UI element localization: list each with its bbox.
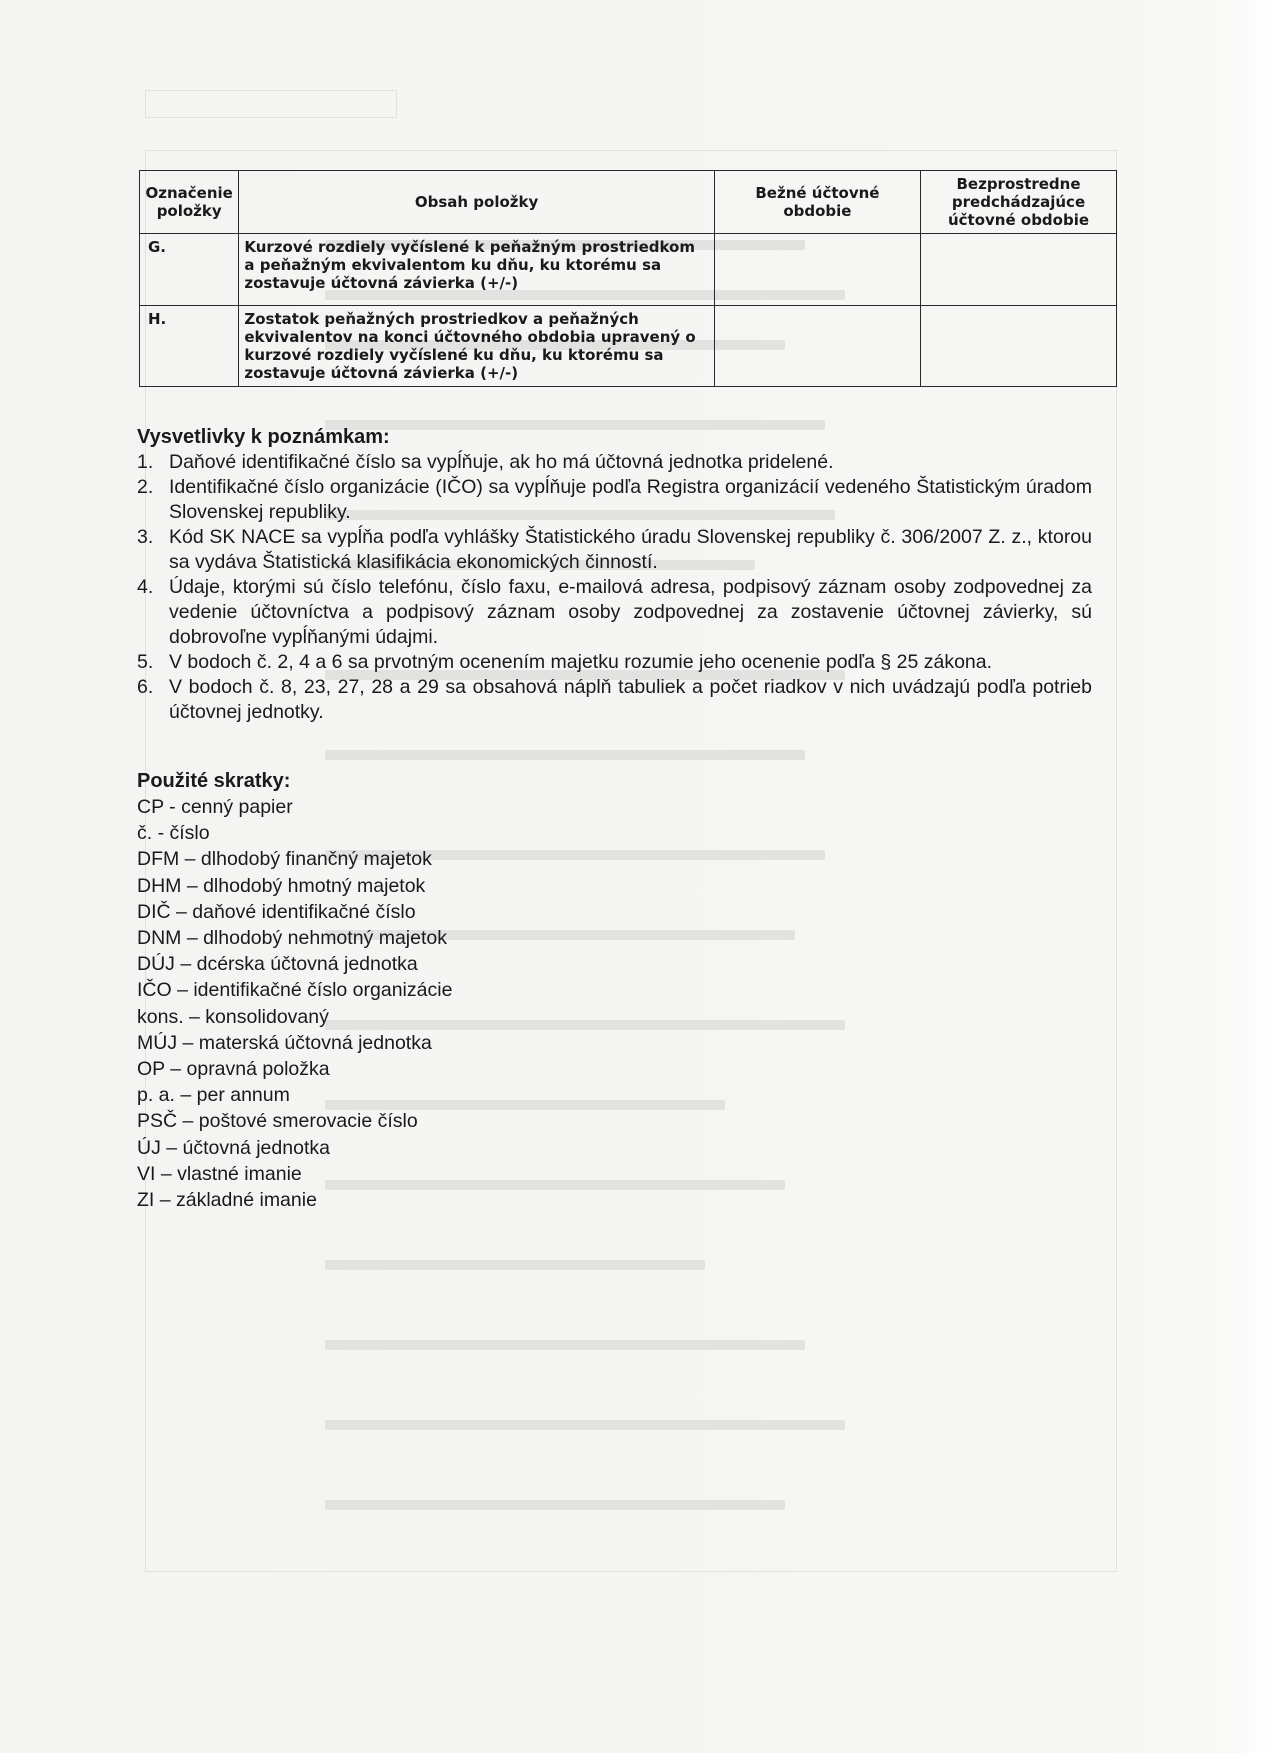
row-current-value	[714, 234, 920, 306]
note-number: 6.	[137, 676, 154, 698]
header-current-period: Bežné účtovné obdobie	[714, 171, 920, 234]
list-item	[137, 675, 1092, 725]
list-item	[137, 650, 1092, 675]
list-item: DIČ – daňové identifikačné číslo	[137, 900, 416, 923]
page-edge-shading	[1235, 0, 1275, 1753]
note-text: Údaje, ktorými sú číslo telefónu, číslo faxu, e-mailová adresa, podpisový záznam osoby zodpovednej za vedenie účtovníctva a podpisový záznam osoby zodpovednej za zostavenie účtovnej závierky, sú dobrovoľne vypĺňanými údajmi.	[169, 576, 1092, 648]
list-item: IČO – identifikačné číslo organizácie	[137, 979, 453, 1002]
notes-section	[137, 425, 1092, 725]
note-text: Daňové identifikačné číslo sa vypĺňuje, ak ho má účtovná jednotka pridelené.	[169, 451, 834, 473]
table-header-row	[140, 171, 1117, 234]
list-item: DFM – dlhodobý finančný majetok	[137, 848, 432, 871]
abbreviations-section	[137, 768, 637, 1213]
notes-list	[137, 450, 1092, 725]
list-item: p. a. – per annum	[137, 1084, 290, 1107]
list-item: VI – vlastné imanie	[137, 1162, 302, 1185]
row-description: Zostatok peňažných prostriedkov a peňažných ekvivalentov na konci účtovného obdobia upravený o kurzové rozdiely vyčíslené ku dňu, ku ktorému sa zostavuje účtovná závierka (+/-)	[239, 306, 714, 387]
note-number: 5.	[137, 651, 154, 673]
row-previous-value	[921, 306, 1117, 387]
abbreviations-list	[137, 794, 637, 1213]
list-item	[137, 525, 1092, 575]
table-row	[140, 234, 1117, 306]
list-item	[137, 475, 1092, 525]
note-text: V bodoch č. 2, 4 a 6 sa prvotným ocenením majetku rozumie jeho ocenenie podľa § 25 zákona.	[169, 651, 993, 673]
list-item: OP – opravná položka	[137, 1058, 330, 1081]
row-description: Kurzové rozdiely vyčíslené k peňažným prostriedkom a peňažným ekvivalentom ku dňu, ku ktorému sa zostavuje účtovná závierka (+/-)	[239, 234, 714, 306]
list-item: DNM – dlhodobý nehmotný majetok	[137, 927, 447, 950]
row-code: H.	[140, 306, 239, 387]
cash-flow-items-table	[139, 170, 1117, 387]
list-item: kons. – konsolidovaný	[137, 1005, 329, 1028]
row-current-value	[714, 306, 920, 387]
list-item: CP - cenný papier	[137, 796, 293, 818]
note-number: 4.	[137, 576, 154, 598]
note-text: Kód SK NACE sa vypĺňa podľa vyhlášky Štatistického úradu Slovenskej republiky č. 306/2007 Z. z., ktorou sa vydáva Štatistická klasifikácia ekonomických činností.	[169, 526, 1092, 573]
list-item: MÚJ – materská účtovná jednotka	[137, 1031, 432, 1054]
row-previous-value	[921, 234, 1117, 306]
list-item	[137, 450, 1092, 475]
list-item: DÚJ – dcérska účtovná jednotka	[137, 953, 418, 976]
abbreviations-title: Použité skratky:	[137, 770, 291, 792]
header-item-code: Označenie položky	[140, 171, 239, 234]
header-item-content: Obsah položky	[239, 171, 714, 234]
list-item: ZI – základné imanie	[137, 1189, 317, 1212]
list-item: PSČ – poštové smerovacie číslo	[137, 1110, 418, 1133]
list-item: č. - číslo	[137, 822, 210, 845]
list-item: ÚJ – účtovná jednotka	[137, 1136, 330, 1159]
note-text: V bodoch č. 8, 23, 27, 28 a 29 sa obsahová náplň tabuliek a počet riadkov v nich uvádzajú podľa potrieb účtovnej jednotky.	[169, 676, 1092, 723]
note-number: 1.	[137, 451, 154, 473]
list-item	[137, 575, 1092, 650]
row-code: G.	[140, 234, 239, 306]
note-number: 2.	[137, 476, 154, 498]
note-text: Identifikačné číslo organizácie (IČO) sa vypĺňuje podľa Registra organizácií vedeného Štatistickým úradom Slovenskej republiky.	[169, 476, 1092, 523]
table-row	[140, 306, 1117, 387]
notes-title: Vysvetlivky k poznámkam:	[137, 426, 390, 448]
note-number: 3.	[137, 526, 154, 548]
list-item: DHM – dlhodobý hmotný majetok	[137, 874, 426, 897]
header-previous-period: Bezprostredne predchádzajúce účtovné obdobie	[921, 171, 1117, 234]
